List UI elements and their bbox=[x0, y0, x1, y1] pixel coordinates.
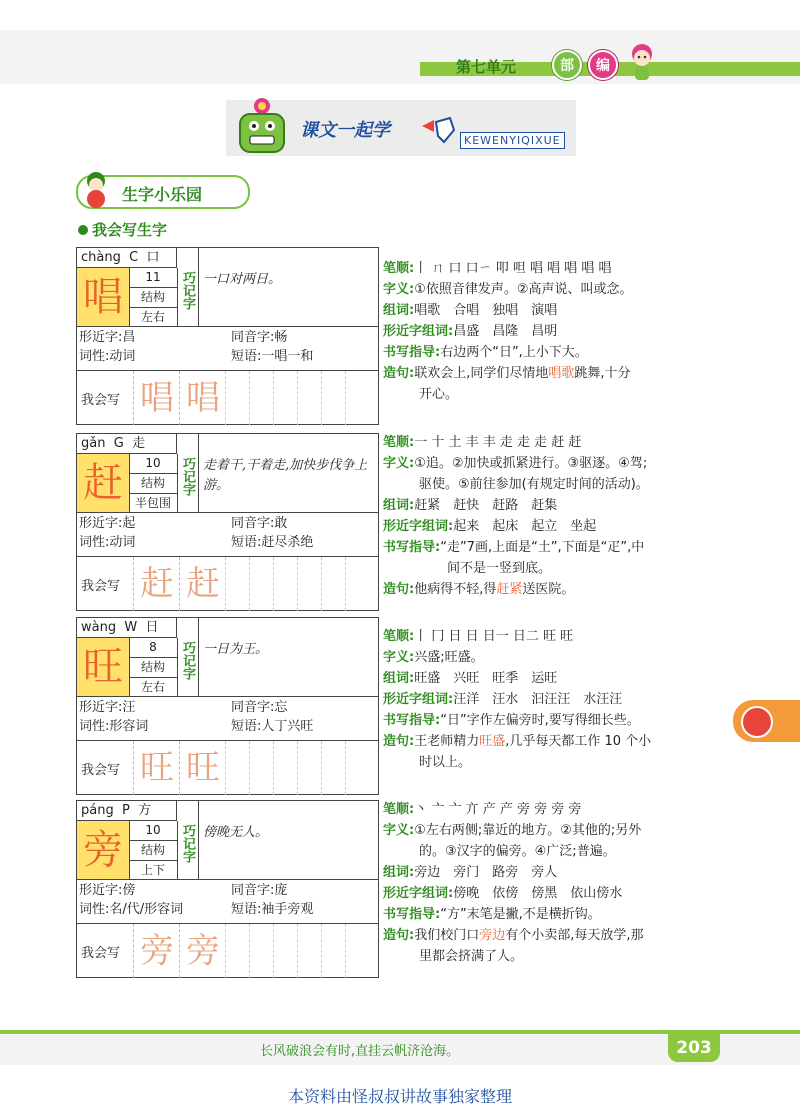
sentence-end: ,几乎每天都工作 10 个小 bbox=[505, 734, 652, 749]
trace-char-2[interactable]: 唱 bbox=[179, 371, 226, 425]
stroke-order: 笔顺:丨 ㄇ 口 口ㄧ 叩 呾 唱 唱 唱 唱 唱 bbox=[383, 261, 612, 276]
trace-char-2[interactable]: 旺 bbox=[179, 741, 226, 795]
phrase: 短语:赶尽杀绝 bbox=[231, 535, 314, 550]
writing-cell[interactable] bbox=[273, 557, 298, 611]
homophone: 同音字:畅 bbox=[231, 330, 288, 345]
structure-value: 半包围 bbox=[134, 496, 171, 510]
big-character: 唱 bbox=[77, 268, 130, 326]
writing-cell[interactable] bbox=[249, 924, 274, 978]
char-meta bbox=[129, 821, 178, 879]
char-info bbox=[79, 328, 375, 366]
sentence-end: 跳舞,十分 bbox=[574, 366, 631, 381]
structure-label: 结构 bbox=[129, 658, 177, 678]
section-title: 生字小乐园 bbox=[122, 185, 203, 204]
write-label: 我会写 bbox=[81, 946, 121, 961]
sentence-cont: 开心。 bbox=[419, 387, 459, 402]
memo-label: 巧记字 bbox=[177, 801, 199, 879]
stroke-count: 11 bbox=[129, 268, 177, 288]
structure-value: 左右 bbox=[140, 680, 165, 694]
writing-cell[interactable] bbox=[225, 924, 250, 978]
writing-cell[interactable] bbox=[225, 371, 250, 425]
sentence-start: 造句:他病得不轻,得 bbox=[383, 582, 497, 597]
mascot-face-icon bbox=[741, 706, 773, 738]
similar-char: 形近字:起 bbox=[79, 516, 136, 531]
writing-cell[interactable] bbox=[345, 924, 370, 978]
trace-char-1[interactable]: 赶 bbox=[133, 557, 180, 611]
pinyin: gǎn bbox=[81, 436, 106, 451]
page-number: 203 bbox=[668, 1034, 720, 1062]
char-info bbox=[79, 514, 375, 552]
radical: 口 bbox=[146, 250, 160, 265]
writing-practice bbox=[77, 370, 378, 425]
stroke-count: 10 bbox=[129, 821, 177, 841]
phrase: 短语:人丁兴旺 bbox=[231, 719, 314, 734]
similar-char: 形近字:傍 bbox=[79, 883, 136, 898]
write-label: 我会写 bbox=[81, 579, 121, 594]
memo-label: 巧记字 bbox=[177, 618, 199, 696]
char-meta bbox=[129, 454, 178, 512]
side-tab[interactable] bbox=[733, 700, 800, 742]
writing-practice bbox=[77, 556, 378, 611]
similar-char: 形近字:汪 bbox=[79, 700, 136, 715]
writing-guide: 书写指导:右边两个“日”,上小下大。 bbox=[383, 345, 588, 360]
card-top bbox=[77, 618, 378, 697]
writing-practice bbox=[77, 923, 378, 978]
writing-cell[interactable] bbox=[321, 557, 346, 611]
memo-text: 走着干,干着走,加快步伐争上游。 bbox=[203, 458, 368, 493]
badge-bian: 编 bbox=[588, 50, 618, 80]
bullet-icon bbox=[78, 225, 88, 235]
radical: 方 bbox=[138, 803, 152, 818]
checker-decoration bbox=[680, 60, 798, 74]
credit-line: 本资料由怪叔叔讲故事独家整理 bbox=[287, 1087, 512, 1106]
subsection-title-text: 我会写生字 bbox=[92, 221, 168, 239]
big-character: 赶 bbox=[77, 454, 130, 512]
writing-practice bbox=[77, 740, 378, 795]
sentence-cont: 时以上。 bbox=[419, 755, 472, 770]
writing-cell[interactable] bbox=[225, 741, 250, 795]
writing-cell[interactable] bbox=[345, 741, 370, 795]
card-top bbox=[77, 248, 378, 327]
phrase: 短语:袖手旁观 bbox=[231, 902, 314, 917]
big-character: 旁 bbox=[77, 821, 130, 879]
trace-char-1[interactable]: 唱 bbox=[133, 371, 180, 425]
char-meta bbox=[129, 268, 178, 326]
structure-label: 结构 bbox=[129, 288, 177, 308]
unit-title: 第七单元 bbox=[456, 58, 517, 76]
part-of-speech: 词性:动词 bbox=[79, 349, 136, 364]
stroke-order: 笔顺:丶 亠 亠 亣 产 产 旁 旁 旁 旁 bbox=[383, 802, 582, 817]
char-info bbox=[79, 881, 375, 919]
word-group: 组词:唱歌 合唱 独唱 演唱 bbox=[383, 303, 558, 318]
memo-label: 巧记字 bbox=[177, 434, 199, 512]
meaning: 字义:兴盛;旺盛。 bbox=[383, 650, 484, 665]
homophone: 同音字:庞 bbox=[231, 883, 288, 898]
card-top bbox=[77, 434, 378, 513]
pinyin-header bbox=[77, 248, 177, 268]
sentence-start: 造句:联欢会上,同学们尽情地 bbox=[383, 366, 549, 381]
homophone: 同音字:忘 bbox=[231, 700, 288, 715]
stroke-count: 10 bbox=[129, 454, 177, 474]
example-sentence bbox=[383, 731, 713, 752]
sentence-end: 有个小卖部,每天放学,那 bbox=[505, 928, 644, 943]
writing-guide: 书写指导:“走”7画,上面是“土”,下面是“疋”,中 bbox=[383, 540, 645, 555]
subsection-title bbox=[78, 219, 167, 240]
writing-cell[interactable] bbox=[297, 557, 322, 611]
card-top bbox=[77, 801, 378, 880]
char-notes-1 bbox=[383, 432, 713, 600]
writing-cell[interactable] bbox=[321, 741, 346, 795]
example-sentence bbox=[383, 925, 713, 946]
writing-guide-cont: 间不是一竖到底。 bbox=[447, 561, 552, 576]
memo-label: 巧记字 bbox=[177, 248, 199, 326]
similar-word-group: 形近字组词:汪洋 汪水 汩汪汪 水汪汪 bbox=[383, 692, 623, 707]
stroke-order: 笔顺:一 十 土 丰 丰 走 走 走 赶 赶 bbox=[383, 435, 582, 450]
badge-bu: 部 bbox=[552, 50, 582, 80]
write-label: 我会写 bbox=[81, 763, 121, 778]
writing-cell[interactable] bbox=[321, 924, 346, 978]
word-group: 组词:旺盛 兴旺 旺季 运旺 bbox=[383, 671, 558, 686]
pointing-hand-icon bbox=[420, 112, 460, 148]
word-group: 组词:赶紧 赶快 赶路 赶集 bbox=[383, 498, 558, 513]
writing-cell[interactable] bbox=[273, 371, 298, 425]
example-sentence bbox=[383, 363, 713, 384]
similar-word-group: 形近字组词:昌盛 昌隆 昌明 bbox=[383, 324, 558, 339]
writing-cell[interactable] bbox=[345, 557, 370, 611]
writing-cell[interactable] bbox=[321, 371, 346, 425]
structure-label: 结构 bbox=[129, 841, 177, 861]
footer-motto: 长风破浪会有时,直挂云帆济沧海。 bbox=[260, 1044, 460, 1059]
example-sentence bbox=[383, 579, 713, 600]
pinyin: wàng bbox=[81, 620, 117, 635]
sentence-highlight: 唱歌 bbox=[548, 366, 575, 381]
radical: 走 bbox=[132, 436, 146, 451]
pinyin-header bbox=[77, 801, 177, 821]
radical: 日 bbox=[145, 620, 159, 635]
memo-text: 一口对两日。 bbox=[203, 272, 282, 287]
sentence-start: 造句:我们校门口 bbox=[383, 928, 480, 943]
word-group: 组词:旁边 旁门 路旁 旁人 bbox=[383, 865, 558, 880]
pinyin: chàng bbox=[81, 250, 121, 265]
similar-char: 形近字:昌 bbox=[79, 330, 136, 345]
writing-cell[interactable] bbox=[297, 741, 322, 795]
initial-letter: W bbox=[124, 620, 138, 635]
writing-cell[interactable] bbox=[225, 557, 250, 611]
part-of-speech: 词性:名/代/形容词 bbox=[79, 902, 184, 917]
sentence-start: 造句:王老师精力 bbox=[383, 734, 480, 749]
meaning: 字义:①左右两侧;靠近的地方。②其他的;另外 bbox=[383, 823, 642, 838]
sentence-highlight: 赶紧 bbox=[496, 582, 523, 597]
trace-char-2[interactable]: 赶 bbox=[179, 557, 226, 611]
apple-girl-icon bbox=[76, 169, 116, 209]
char-card-1 bbox=[76, 433, 379, 611]
sentence-highlight: 旁边 bbox=[479, 928, 506, 943]
writing-cell[interactable] bbox=[249, 371, 274, 425]
writing-cell[interactable] bbox=[249, 557, 274, 611]
memo-text: 一日为王。 bbox=[203, 642, 269, 657]
char-card-3 bbox=[76, 800, 379, 978]
structure-label: 结构 bbox=[129, 474, 177, 494]
writing-cell[interactable] bbox=[297, 371, 322, 425]
monster-mascot-icon bbox=[232, 96, 292, 158]
banner-title: 课文一起学 bbox=[300, 120, 390, 141]
write-label: 我会写 bbox=[81, 393, 121, 408]
sentence-cont: 里都会挤满了人。 bbox=[419, 949, 524, 964]
stroke-count: 8 bbox=[129, 638, 177, 658]
char-card-0 bbox=[76, 247, 379, 425]
section-heading bbox=[76, 175, 250, 209]
char-notes-3 bbox=[383, 799, 713, 967]
girl-mascot-icon bbox=[622, 40, 662, 84]
part-of-speech: 词性:动词 bbox=[79, 535, 136, 550]
banner-subtitle: KEWENYIQIXUE bbox=[460, 132, 565, 149]
pinyin-header bbox=[77, 618, 177, 638]
char-info bbox=[79, 698, 375, 736]
sentence-highlight: 旺盛 bbox=[479, 734, 506, 749]
sentence-end: 送医院。 bbox=[522, 582, 575, 597]
initial-letter: G bbox=[113, 436, 124, 451]
char-meta bbox=[129, 638, 178, 696]
char-notes-0 bbox=[383, 258, 713, 405]
similar-word-group: 形近字组词:傍晚 依傍 傍黑 依山傍水 bbox=[383, 886, 623, 901]
trace-char-2[interactable]: 旁 bbox=[179, 924, 226, 978]
big-character: 旺 bbox=[77, 638, 130, 696]
similar-word-group: 形近字组词:起来 起床 起立 坐起 bbox=[383, 519, 597, 534]
structure-value: 上下 bbox=[140, 863, 165, 877]
writing-cell[interactable] bbox=[297, 924, 322, 978]
initial-letter: P bbox=[121, 803, 130, 818]
char-card-2 bbox=[76, 617, 379, 795]
writing-guide: 书写指导:“方”末笔是撇,不是横折钩。 bbox=[383, 907, 601, 922]
meaning-cont: 驱使。⑤前往参加(有规定时间的活动)。 bbox=[419, 477, 649, 492]
phrase: 短语:一唱一和 bbox=[231, 349, 314, 364]
pinyin: páng bbox=[81, 803, 114, 818]
writing-guide: 书写指导:“日”字作左偏旁时,要写得细长些。 bbox=[383, 713, 640, 728]
writing-cell[interactable] bbox=[345, 371, 370, 425]
writing-cell[interactable] bbox=[249, 741, 274, 795]
writing-cell[interactable] bbox=[273, 741, 298, 795]
meaning: 字义:①追。②加快或抓紧进行。③驱逐。④驾; bbox=[383, 456, 648, 471]
memo-text: 傍晚无人。 bbox=[203, 825, 269, 840]
meaning: 字义:①依照音律发声。②高声说、叫或念。 bbox=[383, 282, 633, 297]
structure-value: 左右 bbox=[140, 310, 165, 324]
pinyin-header bbox=[77, 434, 177, 454]
trace-char-1[interactable]: 旺 bbox=[133, 741, 180, 795]
char-notes-2 bbox=[383, 626, 713, 773]
homophone: 同音字:敢 bbox=[231, 516, 288, 531]
trace-char-1[interactable]: 旁 bbox=[133, 924, 180, 978]
initial-letter: C bbox=[129, 250, 139, 265]
stroke-order: 笔顺:丨 冂 日 日 日一 日二 旺 旺 bbox=[383, 629, 574, 644]
writing-cell[interactable] bbox=[273, 924, 298, 978]
meaning-cont: 的。③汉字的偏旁。④广泛;普遍。 bbox=[419, 844, 616, 859]
part-of-speech: 词性:形容词 bbox=[79, 719, 149, 734]
